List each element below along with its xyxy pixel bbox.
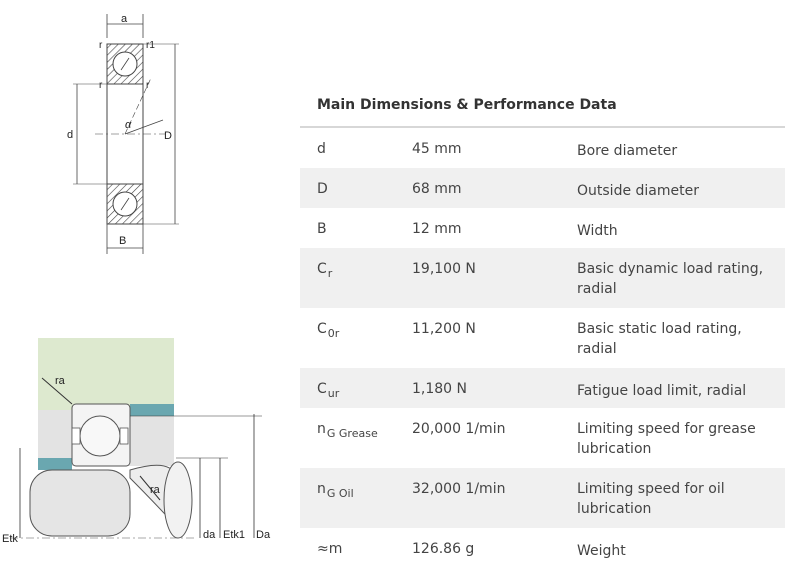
value-cell: 45 mm bbox=[412, 141, 462, 157]
table-row bbox=[300, 468, 785, 528]
label-alpha: α bbox=[125, 119, 132, 131]
table-row bbox=[300, 248, 785, 308]
label-r-left: r bbox=[99, 80, 103, 91]
mounting-dimensions-diagram bbox=[0, 338, 290, 563]
value-cell: 126.86 g bbox=[412, 541, 475, 557]
symbol-cell: D bbox=[317, 181, 328, 197]
symbol-cell: $n_{G Grease}$ bbox=[317, 421, 378, 440]
symbol-cell: ≈m bbox=[317, 541, 343, 557]
description-cell: Basic dynamic load rating, radial bbox=[577, 261, 764, 297]
value-cell: 19,100 N bbox=[412, 261, 476, 277]
value-cell: 20,000 1/min bbox=[412, 421, 506, 437]
value-cell: 11,200 N bbox=[412, 321, 476, 337]
value-cell: 32,000 1/min bbox=[412, 481, 506, 497]
label-ra-side: ra bbox=[150, 484, 160, 496]
label-d: d bbox=[67, 129, 74, 141]
table-row bbox=[300, 308, 785, 368]
bearing-cross-section-diagram bbox=[55, 8, 195, 260]
value-cell: 12 mm bbox=[412, 221, 462, 237]
table-row bbox=[300, 208, 785, 248]
description-cell: Outside diameter bbox=[577, 183, 699, 199]
table-row bbox=[300, 368, 785, 408]
label-Etk1: Etk1 bbox=[223, 529, 246, 541]
description-cell: Width bbox=[577, 223, 618, 239]
description-cell: Basic static load rating, radial bbox=[577, 321, 742, 357]
symbol-cell: d bbox=[317, 141, 326, 157]
description-cell: Fatigue load limit, radial bbox=[577, 383, 747, 399]
table-row bbox=[300, 128, 785, 168]
symbol-cell: $C_r$ bbox=[317, 261, 333, 280]
table-row bbox=[300, 168, 785, 208]
label-r-top: r bbox=[99, 40, 103, 51]
label-a: a bbox=[121, 13, 128, 25]
symbol-cell: B bbox=[317, 221, 327, 237]
value-cell: 1,180 N bbox=[412, 381, 468, 397]
table-row bbox=[300, 408, 785, 468]
label-da: da bbox=[203, 529, 216, 541]
label-Etk: Etk bbox=[2, 533, 18, 545]
label-D: D bbox=[164, 130, 172, 142]
description-cell: Limiting speed for oil lubrication bbox=[577, 481, 725, 517]
symbol-cell: $n_{G Oil}$ bbox=[317, 481, 354, 500]
label-r1: r1 bbox=[146, 40, 155, 51]
panel-title: Main Dimensions & Performance Data bbox=[317, 97, 617, 113]
label-r-right: r bbox=[146, 80, 150, 91]
description-cell: Limiting speed for grease lubrication bbox=[577, 421, 756, 457]
symbol-cell: $C_{0r}$ bbox=[317, 321, 340, 340]
label-ra-top: ra bbox=[55, 375, 65, 387]
symbol-cell: $C_{ur}$ bbox=[317, 381, 340, 400]
description-cell: Weight bbox=[577, 543, 626, 559]
label-Da: Da bbox=[256, 529, 271, 541]
description-cell: Bore diameter bbox=[577, 143, 678, 159]
label-B: B bbox=[119, 235, 127, 247]
value-cell: 68 mm bbox=[412, 181, 462, 197]
dimensions-panel bbox=[300, 92, 785, 568]
table-row bbox=[300, 528, 785, 568]
